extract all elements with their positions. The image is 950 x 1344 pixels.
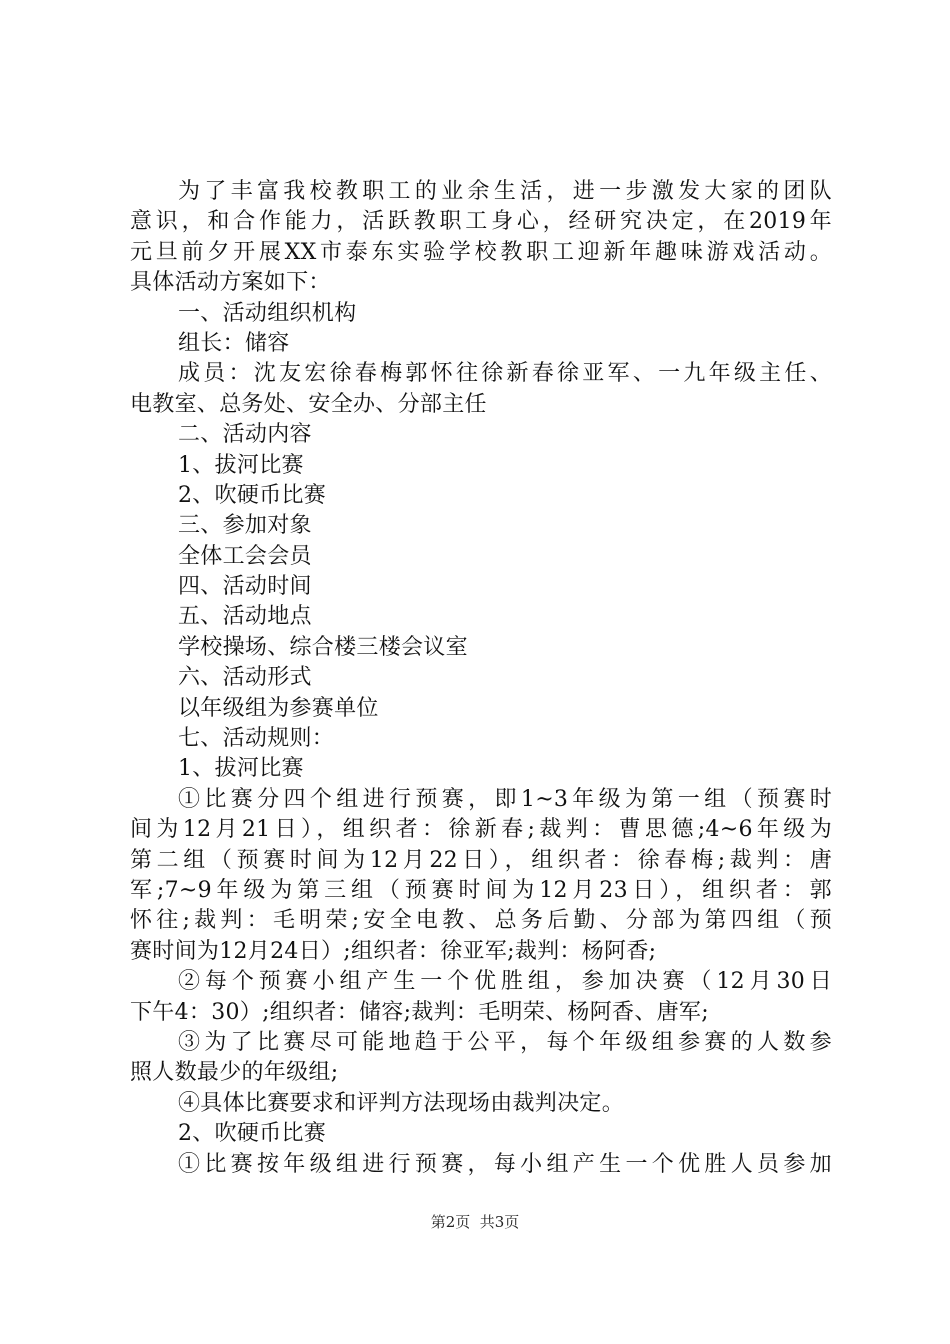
text-line: ②每个预赛小组产生一个优胜组，参加决赛（12月30日 — [178, 969, 832, 995]
text-line: 1、拔河比赛 — [178, 452, 304, 478]
text-line: 2、吹硬币比赛 — [178, 1121, 327, 1147]
text-line: 以年级组为参赛单位 — [178, 695, 379, 721]
text-line: 七、活动规则： — [178, 726, 335, 752]
text-line: 照人数最少的年级组; — [130, 1060, 339, 1086]
text-line: 二、活动内容 — [178, 422, 312, 448]
text-line: 军;7~9年级为第三组（预赛时间为12月23日），组织者：郭 — [130, 877, 832, 903]
text-line: 四、活动时间 — [178, 574, 312, 600]
page-number-label: 第2页 共3页 — [430, 1213, 520, 1231]
text-line: ④具体比赛要求和评判方法现场由裁判决定。 — [178, 1090, 625, 1116]
document-body — [130, 177, 832, 1180]
text-line: 2、吹硬币比赛 — [178, 482, 327, 508]
text-line: 意识，和合作能力，活跃教职工身心，经研究决定，在2019年 — [130, 209, 832, 235]
text-line: 怀往;裁判：毛明荣;安全电教、总务后勤、分部为第四组（预 — [130, 908, 832, 934]
text-line: 一、活动组织机构 — [178, 300, 357, 326]
text-line: 成员：沈友宏徐春梅郭怀往徐新春徐亚军、一九年级主任、 — [178, 361, 832, 387]
text-line: 下午4：30）;组织者：储容;裁判：毛明荣、杨阿香、唐军; — [130, 999, 709, 1025]
text-line: 五、活动地点 — [178, 604, 312, 630]
text-line: ①比赛分四个组进行预赛，即1~3年级为第一组（预赛时 — [178, 786, 832, 812]
text-line: 六、活动形式 — [178, 665, 312, 691]
text-line: 1、拔河比赛 — [178, 756, 304, 782]
text-line: 学校操场、综合楼三楼会议室 — [178, 634, 468, 660]
text-line: 为了丰富我校教职工的业余生活，进一步激发大家的团队 — [178, 179, 832, 204]
text-line: ③为了比赛尽可能地趋于公平，每个年级组参赛的人数参 — [178, 1029, 832, 1055]
text-line: 三、参加对象 — [178, 513, 312, 539]
text-line: 电教室、总务处、安全办、分部主任 — [130, 391, 487, 417]
text-line: 元旦前夕开展XX市泰东实验学校教职工迎新年趣味游戏活动。 — [130, 239, 832, 265]
text-line: 组长：储容 — [178, 330, 290, 356]
text-line: 具体活动方案如下： — [130, 270, 331, 296]
text-line: 赛时间为12月24日）;组织者：徐亚军;裁判：杨阿香; — [130, 938, 657, 964]
text-line: 全体工会会员 — [178, 543, 312, 569]
page-footer — [0, 1212, 950, 1232]
text-line: ①比赛按年级组进行预赛，每小组产生一个优胜人员参加 — [178, 1151, 832, 1177]
text-line: 第二组（预赛时间为12月22日），组织者：徐春梅;裁判：唐 — [130, 847, 832, 873]
text-line: 间为12月21日），组织者：徐新春;裁判：曹思德;4~6年级为 — [130, 817, 832, 843]
